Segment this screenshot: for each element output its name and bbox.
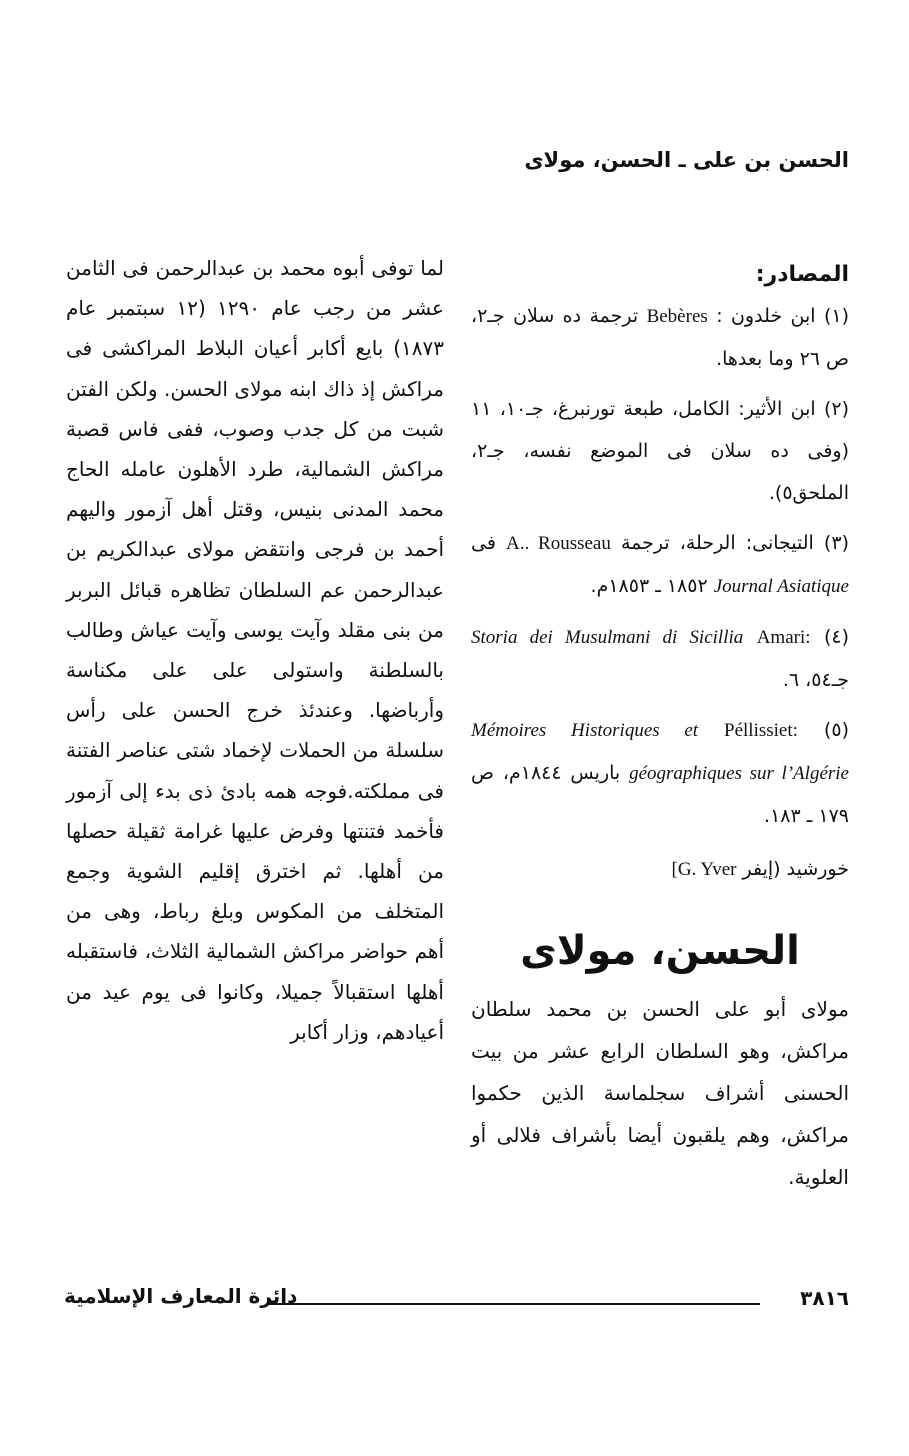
source-number: (٢) <box>823 398 849 420</box>
source-item-4 <box>471 616 849 701</box>
source-number: (٣) <box>823 532 849 554</box>
source-text: ١٨٥٢ ـ ١٨٥٣م. <box>590 575 708 597</box>
journal-title: دائرة المعارف الإسلامية <box>64 1284 298 1308</box>
source-text: ترجمة ده سلان جـ٢، ص ٢٦ وما بعدها. <box>471 305 849 370</box>
source-text: ابن خلدون : <box>716 305 816 327</box>
source-number: (١) <box>823 305 850 327</box>
author-arabic: خورشيد (إيفر <box>742 858 849 880</box>
running-header: الحسن بن على ـ الحسن، مولاى <box>524 148 849 172</box>
footer-divider <box>268 1303 760 1305</box>
source-latin-author: A.. Rousseau <box>506 533 611 554</box>
source-text: باريس ١٨٤٤م، ص ١٧٩ ـ ١٨٣. <box>471 762 849 827</box>
article-title: الحسن، مولاى <box>520 928 800 974</box>
left-column <box>66 248 444 1052</box>
author-latin: [G. Yver <box>671 859 737 880</box>
source-text: ابن الأثير: الكامل، طبعة تورنبرغ، جـ١٠، ١١ (وفى ده سلان فى الموضع نفسه، جـ٢، الملحق٥). <box>471 398 849 504</box>
source-item-5 <box>471 709 849 837</box>
article-body: لما توفى أبوه محمد بن عبدالرحمن فى الثامن عشر من رجب عام ١٢٩٠ (١٢ سبتمبر عام ١٨٧٣) بايع أكابر أعيان البلاط المراكشى فى مراكش إذ ذاك ابنه مولاى الحسن. ولكن الفتن شبت من كل جدب وصوب، ففى فاس قصبة مراكش الشمالية، طرد الأهلون عامله الحاج محمد المدنى بنيس، وقتل أهل آزمور واليهم أحمد بن فرجى وانتقض مولاى عبدالكريم بن عبدالرحمن عم السلطان تظاهره قبائل البربر من بنى مقلد وآيت يوسى وآيت عياش وطالب بالسلطنة واستولى على على مكناسة وأرباضها. وعندئذ خرج الحسن على رأس سلسلة من الحملات لإخماد شتى عناصر الفتنة فى مملكته.فوجه همه بادئ ذى بدء إلى آزمور فأخمد فتنتها وفرض عليها غرامة ثقيلة حصلها من أهلها. ثم اخترق إقليم الشوية وجمع المتخلف من المكوس وبلغ رباط، وهى من أهم حواضر مراكش الشمالية الثلاث، فاستقبله أهلها استقبالاً جميلا، وكانوا فى يوم عيد من أعيادهم، وزار أكابر <box>66 256 444 1044</box>
source-text: جـ٥٤، ٦. <box>782 669 849 691</box>
source-item-1 <box>471 295 849 380</box>
source-latin-title: Journal Asiatique <box>713 576 849 597</box>
page-number: ٣٨١٦ <box>800 1286 849 1310</box>
source-latin-author: Amari: <box>756 627 811 648</box>
source-latin-title: Mémoires Historiques et géographiques sur l’Algérie <box>471 720 849 784</box>
source-latin-author: Péllissiet: <box>724 720 798 741</box>
article-intro: مولاى أبو على الحسن بن محمد سلطان مراكش، وهو السلطان الرابع عشر من بيت الحسنى أشراف سجلماسة الذين حكموا مراكش، وهم يلقبون أيضا بأشراف فلالى أو العلوية. <box>471 997 849 1189</box>
article-author <box>471 851 849 888</box>
source-number: (٤) <box>823 626 849 648</box>
source-text: التيجانى: الرحلة، ترجمة <box>620 532 814 554</box>
right-column <box>471 262 849 1198</box>
source-item-2 <box>471 388 849 514</box>
source-item-3 <box>471 522 849 608</box>
source-number: (٥) <box>823 719 849 741</box>
source-text: فى <box>471 532 496 554</box>
source-latin-title: Bebères <box>646 306 708 327</box>
sources-heading: المصادر: <box>755 262 849 287</box>
source-latin-title: Storia dei Musulmani di Sicillia <box>471 627 744 648</box>
